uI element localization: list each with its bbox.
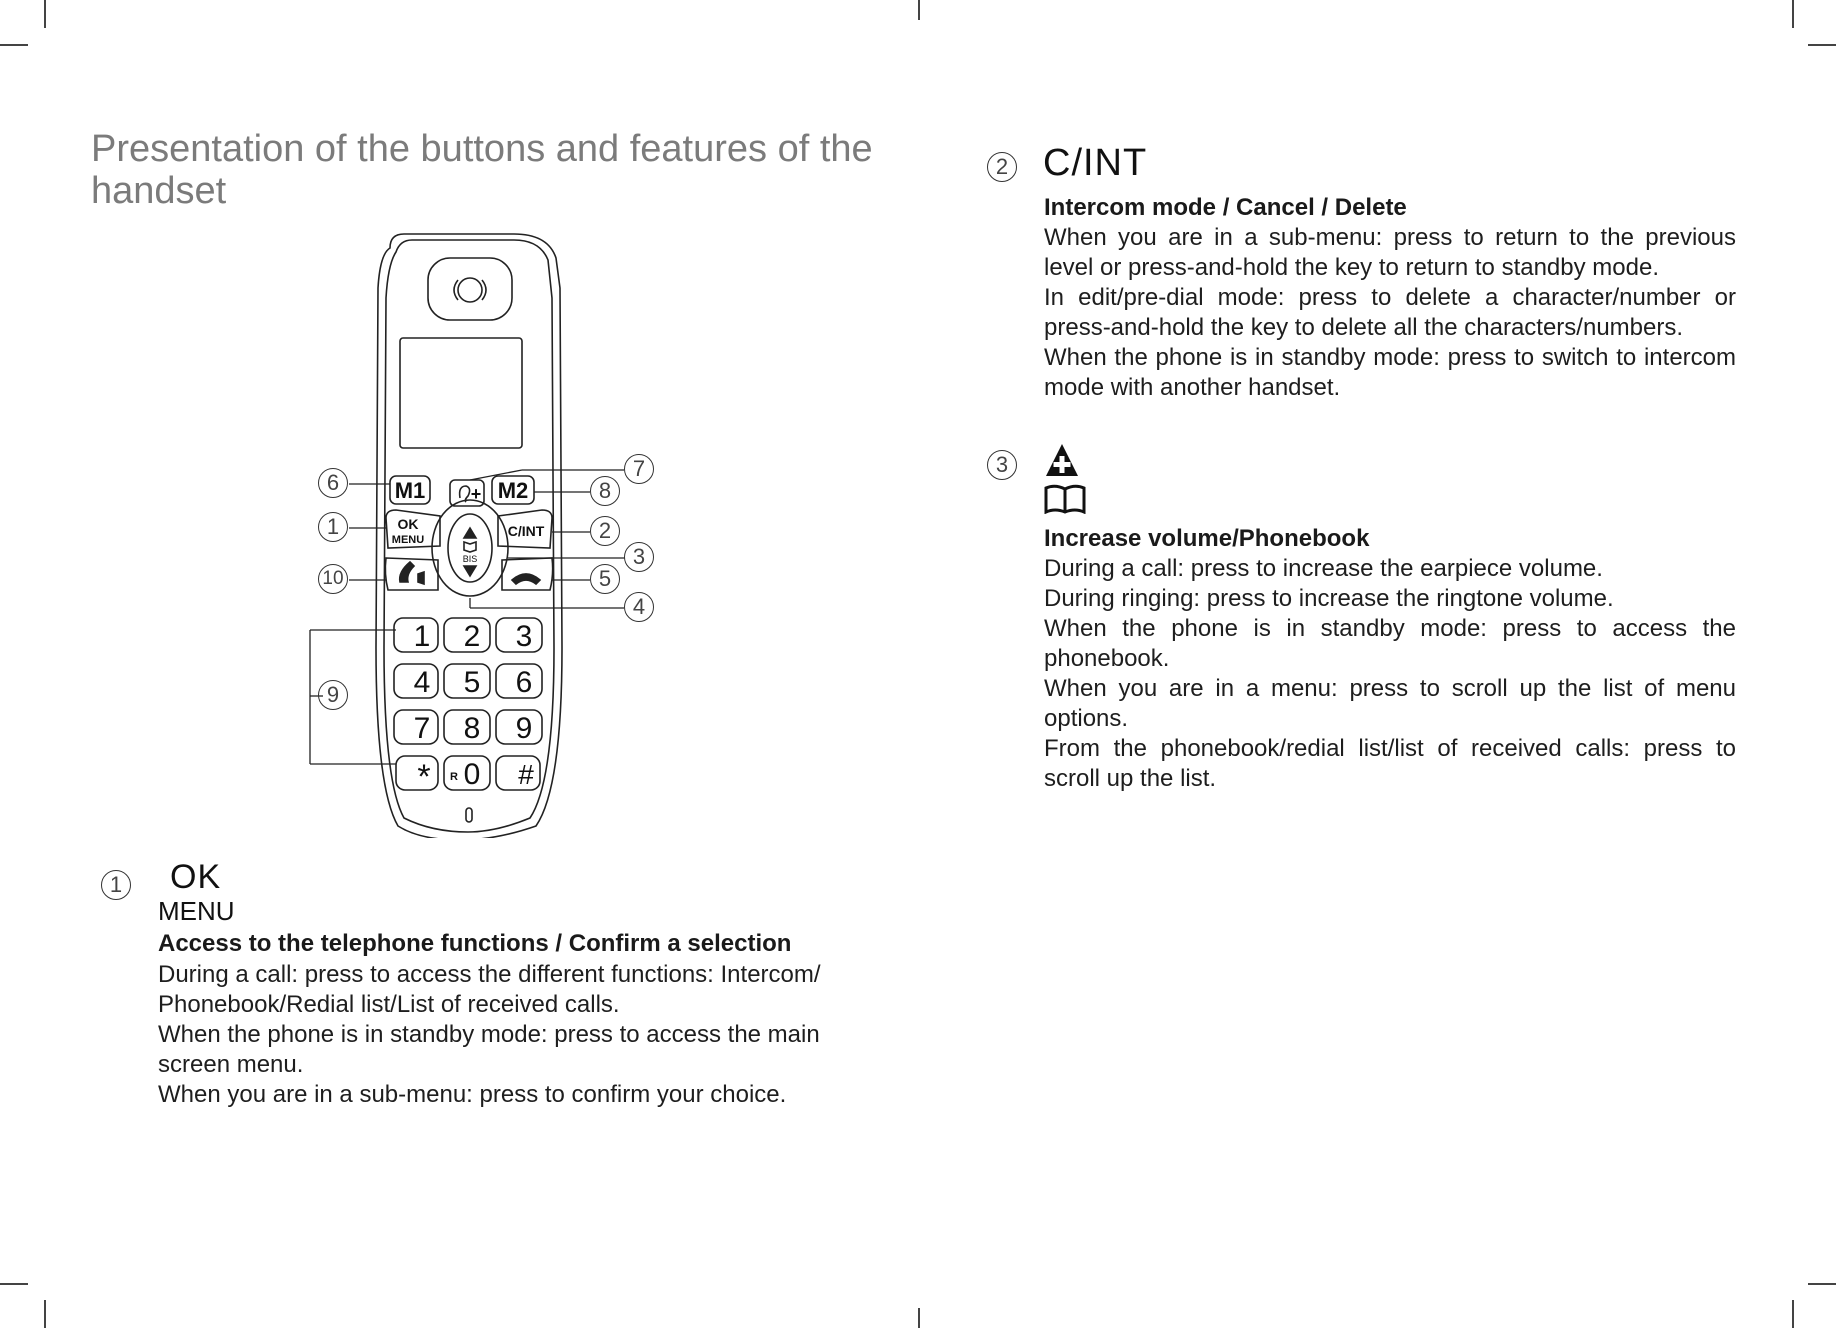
key-digit: 5 — [463, 666, 481, 699]
c-int-key-label: C/INT — [1043, 142, 1148, 184]
description-line: When you are in a sub-menu: press to confirm your choice. — [158, 1081, 787, 1108]
section-number: 2 — [987, 152, 1017, 182]
crop-mark — [0, 1283, 28, 1285]
key-m1: M1 — [394, 478, 426, 503]
crop-mark — [1792, 1300, 1794, 1328]
key-hash: # — [518, 759, 534, 790]
callout-number: 10 — [318, 564, 348, 594]
handset-diagram — [300, 228, 680, 838]
key-menu: MENU — [391, 534, 425, 546]
description-line: During a call: press to access the different functions: Intercom/ Phonebook/Redial list/List of received calls. — [158, 961, 821, 1018]
key-digit: 4 — [413, 666, 431, 699]
key-c-int: C/INT — [507, 523, 545, 539]
section-description — [1044, 554, 1736, 794]
description-line: When you are in a sub-menu: press to return to the previous level or press-and-hold the key to return to standby mode. — [1044, 224, 1736, 281]
description-line: When the phone is in standby mode: press to access the main screen menu. — [158, 1021, 820, 1078]
key-digit: 9 — [515, 712, 533, 745]
crop-mark — [1808, 44, 1836, 46]
key-bis: BIS — [462, 554, 478, 564]
key-star: * — [417, 758, 431, 796]
description-line: From the phonebook/redial list/list of received calls: press to scroll up the list. — [1044, 735, 1736, 792]
crop-mark — [1808, 1283, 1836, 1285]
key-ok: OK — [397, 516, 419, 532]
callout-number: 7 — [624, 454, 654, 484]
crop-mark — [918, 0, 920, 20]
callout-number: 6 — [318, 468, 348, 498]
description-line: When you are in a menu: press to scroll up the list of menu options. — [1044, 675, 1736, 732]
page-title: Presentation of the buttons and features of the handset — [91, 128, 873, 212]
callout-number: 3 — [624, 542, 654, 572]
handset-outline — [300, 228, 680, 838]
callout-number: 8 — [590, 476, 620, 506]
crop-mark — [0, 44, 28, 46]
section-heading: Increase volume/Phonebook — [1044, 525, 1370, 552]
description-line: During ringing: press to increase the ringtone volume. — [1044, 585, 1614, 612]
section-heading: Access to the telephone functions / Confirm a selection — [158, 930, 792, 957]
key-digit: 8 — [463, 712, 481, 745]
key-digit: 7 — [413, 712, 431, 745]
section-number: 3 — [987, 450, 1017, 480]
crop-mark — [918, 1308, 920, 1328]
section-number: 1 — [101, 870, 131, 900]
key-digit: 0 — [463, 758, 481, 791]
description-line: When the phone is in standby mode: press to switch to intercom mode with another handset. — [1044, 344, 1736, 401]
key-m2: M2 — [497, 478, 529, 503]
key-digit: 3 — [515, 620, 533, 653]
crop-mark — [44, 1300, 46, 1328]
menu-key-label: MENU — [158, 896, 235, 926]
key-digit: 2 — [463, 620, 481, 653]
description-line: During a call: press to increase the earpiece volume. — [1044, 555, 1603, 582]
description-line: In edit/pre-dial mode: press to delete a character/number or press-and-hold the key to delete all the characters/numbers. — [1044, 284, 1736, 341]
crop-mark — [1792, 0, 1794, 28]
section-heading: Intercom mode / Cancel / Delete — [1044, 194, 1407, 221]
phonebook-icon — [1044, 484, 1086, 514]
section-description — [158, 960, 858, 1110]
description-line: When the phone is in standby mode: press to access the phonebook. — [1044, 615, 1736, 672]
callout-number: 5 — [590, 564, 620, 594]
key-digit: 1 — [413, 620, 431, 653]
callout-number: 2 — [590, 516, 620, 546]
volume-up-icon — [1044, 442, 1080, 478]
key-r: R — [450, 771, 458, 783]
key-plus: + — [470, 484, 482, 504]
section-description — [1044, 223, 1736, 403]
key-digit: 6 — [515, 666, 533, 699]
crop-mark — [44, 0, 46, 28]
callout-number: 1 — [318, 512, 348, 542]
callout-number: 4 — [624, 592, 654, 622]
callout-number: 9 — [318, 680, 348, 710]
ok-key-label: OK — [170, 858, 222, 896]
